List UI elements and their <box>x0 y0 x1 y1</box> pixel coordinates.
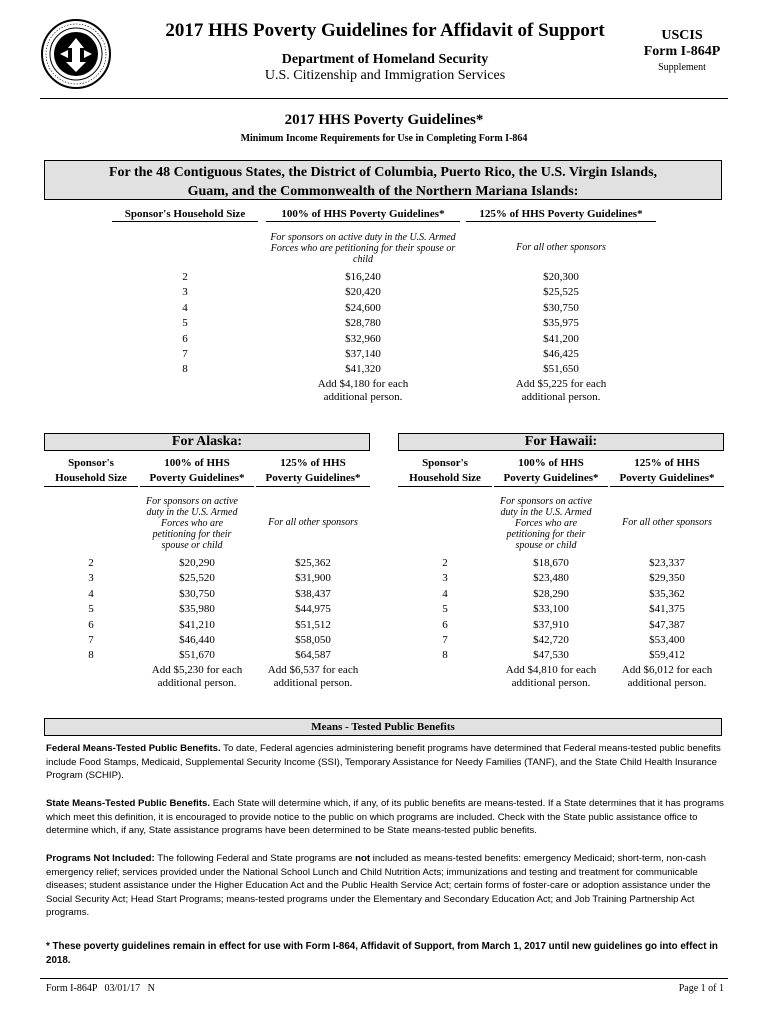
contiguous-col-100: 100% of HHS Poverty Guidelines* <box>266 208 460 222</box>
table-cell: $37,910 <box>533 618 569 631</box>
form-number: Form I-864P <box>643 44 721 59</box>
table-cell: $37,140 <box>345 348 381 361</box>
table-cell: $33,100 <box>533 603 569 616</box>
add-line: Add $4,180 for each <box>317 377 409 390</box>
footer-divider <box>40 978 728 979</box>
guidelines-title: 2017 HHS Poverty Guidelines* <box>284 112 484 128</box>
contiguous-note-100: For sponsors on active duty in the U.S. Armed Forces who are petitioning for their spouse or child <box>270 232 456 265</box>
table-cell: 8 <box>442 649 448 662</box>
table-cell: 8 <box>182 363 188 376</box>
table-cell: $32,960 <box>345 332 381 345</box>
contiguous-heading <box>44 160 722 200</box>
add-line: additional person. <box>323 390 403 403</box>
table-cell: $29,350 <box>649 572 685 585</box>
table-cell: $25,525 <box>543 286 579 299</box>
table-cell: $31,900 <box>295 572 331 585</box>
add-line: Add $5,225 for each <box>515 377 607 390</box>
table-cell: 5 <box>442 603 448 616</box>
table-cell: $46,425 <box>543 348 579 361</box>
form-id-block <box>622 28 742 76</box>
table-cell: $18,670 <box>533 557 569 569</box>
table-cell: $20,290 <box>179 557 215 569</box>
table-cell: 4 <box>182 301 188 314</box>
form-type: Supplement <box>658 62 706 73</box>
table-cell: 3 <box>442 572 448 585</box>
table-cell: 3 <box>182 286 188 299</box>
table-cell: 8 <box>88 649 94 662</box>
header-line: Poverty Guidelines* <box>503 472 599 484</box>
form-agency: USCIS <box>661 28 703 43</box>
table-cell: $51,512 <box>295 618 331 631</box>
table-cell: $30,750 <box>179 587 215 600</box>
add-line: additional person. <box>273 676 353 689</box>
table-cell: $44,975 <box>295 603 331 616</box>
table-cell: 7 <box>88 634 94 647</box>
table-cell: $35,975 <box>543 317 579 330</box>
excluded-label: Programs Not Included: <box>46 853 155 864</box>
table-cell: 7 <box>182 348 188 361</box>
state-text: Each State will determine which, if any, of its public benefits are means-tested. If a State determines that it has programs which meet this definition, it is encouraged to provide notice to the public on which programs are included. Check with the State public assistance office to determine which, if any, State assistance programs have been determined to be State means-tested public benefits. <box>46 798 724 836</box>
table-cell: 5 <box>182 317 188 330</box>
header-line: Household Size <box>409 472 481 484</box>
contiguous-add-100 <box>266 378 460 404</box>
footer-page: Page 1 of 1 <box>678 983 724 994</box>
hawaii-sizes <box>398 556 492 664</box>
table-cell: $28,290 <box>533 587 569 600</box>
page-title: 2017 HHS Poverty Guidelines for Affidavit of Support <box>165 20 605 41</box>
alaska-add-125 <box>256 664 370 690</box>
contiguous-heading-line2: Guam, and the Commonwealth of the Northern Mariana Islands: <box>187 184 579 199</box>
alaska-values-125 <box>256 556 370 690</box>
table-cell: $38,437 <box>295 587 331 600</box>
contiguous-note-125: For all other sponsors <box>516 242 606 253</box>
header-line: 125% of HHS <box>634 457 700 469</box>
alaska-note-100: For sponsors on active duty in the U.S. Armed Forces who are petitioning for their spouse or child <box>146 496 238 551</box>
alaska-add-100 <box>140 664 254 690</box>
header-line: Poverty Guidelines* <box>149 472 245 484</box>
table-cell: 3 <box>88 572 94 585</box>
hawaii-col-size <box>398 456 492 487</box>
table-cell: $24,600 <box>345 301 381 314</box>
header-line: Sponsor's <box>422 457 468 469</box>
alaska-col-125 <box>256 456 370 487</box>
add-line: Add $6,012 for each <box>621 663 713 676</box>
table-cell: $46,440 <box>179 634 215 647</box>
table-cell: $47,387 <box>649 618 685 631</box>
table-cell: 6 <box>88 618 94 631</box>
header-divider <box>40 98 728 99</box>
header-line: Household Size <box>55 472 127 484</box>
table-cell: $16,240 <box>345 271 381 283</box>
header-line: Poverty Guidelines* <box>265 472 361 484</box>
header-line: 125% of HHS <box>280 457 346 469</box>
excluded-paragraph <box>46 852 726 920</box>
header-line: 100% of HHS <box>164 457 230 469</box>
table-cell: $20,300 <box>543 271 579 283</box>
table-cell: $25,520 <box>179 572 215 585</box>
table-cell: $23,337 <box>649 557 685 569</box>
excluded-text-a: The following Federal and State programs are <box>154 853 356 864</box>
footer-form-id: Form I-864P 03/01/17 N <box>46 983 155 994</box>
contiguous-add-125 <box>466 378 656 404</box>
hawaii-add-125 <box>610 664 724 690</box>
contiguous-col-125: 125% of HHS Poverty Guidelines* <box>466 208 656 222</box>
table-cell: $35,980 <box>179 603 215 616</box>
hawaii-col-125 <box>610 456 724 487</box>
table-cell: 4 <box>442 587 448 600</box>
table-cell: $58,050 <box>295 634 331 647</box>
add-line: Add $4,810 for each <box>505 663 597 676</box>
add-line: Add $5,230 for each <box>151 663 243 676</box>
table-cell: $41,210 <box>179 618 215 631</box>
table-cell: 2 <box>182 271 188 283</box>
table-cell: $51,670 <box>179 649 215 662</box>
federal-label: Federal Means-Tested Public Benefits. <box>46 743 221 754</box>
add-line: additional person. <box>521 390 601 403</box>
excluded-text-b: included as means-tested benefits: emergency Medicaid; short-term, non-cash emergency relief; services provided under the National School Lunch and Child Nutrition Acts; immunizations and testing and treatment for communicable diseases; student assistance under the Higher Education Act and the Public Health Service Act; certain forms of foster-care or adoption assistance under the Social Security Act; Head Start Programs; means-tested programs under the Elementary and Secondary Education Act; and Job Training Partnership Act programs. <box>46 853 711 918</box>
hawaii-note-125: For all other sponsors <box>622 517 712 528</box>
alaska-col-100 <box>140 456 254 487</box>
table-cell: $35,362 <box>649 587 685 600</box>
table-cell: $64,587 <box>295 649 331 662</box>
alaska-values-100 <box>140 556 254 690</box>
alaska-heading: For Alaska: <box>44 433 370 451</box>
table-cell: $41,320 <box>345 363 381 376</box>
table-cell: $53,400 <box>649 634 685 647</box>
header-line: Poverty Guidelines* <box>619 472 715 484</box>
table-cell: $20,420 <box>345 286 381 299</box>
hawaii-values-100 <box>494 556 608 690</box>
contiguous-values-100 <box>266 270 460 404</box>
contiguous-sizes <box>112 270 258 378</box>
guidelines-subtitle: Minimum Income Requirements for Use in Completing Form I-864 <box>240 133 528 144</box>
add-line: additional person. <box>627 676 707 689</box>
federal-text: To date, Federal agencies administering benefit programs have determined that Federal means-tested public benefits include Food Stamps, Medicaid, Supplemental Security Income (SSI), Temporary Assistance for Needy Families (TANF), and the State Child Health Insurance Program (SCHIP). <box>46 743 721 781</box>
table-cell: 7 <box>442 634 448 647</box>
table-cell: $25,362 <box>295 557 331 569</box>
contiguous-col-size: Sponsor's Household Size <box>112 208 258 222</box>
hawaii-note-100: For sponsors on active duty in the U.S. Armed Forces who are petitioning for their spouse or child <box>500 496 592 551</box>
table-cell: $28,780 <box>345 317 381 330</box>
state-label: State Means-Tested Public Benefits. <box>46 798 211 809</box>
header-line: Sponsor's <box>68 457 114 469</box>
alaska-sizes <box>44 556 138 664</box>
table-cell: 6 <box>182 332 188 345</box>
table-cell: $59,412 <box>649 649 685 662</box>
add-line: additional person. <box>511 676 591 689</box>
hawaii-col-100 <box>494 456 608 487</box>
table-cell: $51,650 <box>543 363 579 376</box>
means-heading: Means - Tested Public Benefits <box>44 718 722 736</box>
table-cell: $30,750 <box>543 301 579 314</box>
federal-paragraph <box>46 742 726 783</box>
alaska-col-size <box>44 456 138 487</box>
agency-name: U.S. Citizenship and Immigration Services <box>264 68 506 83</box>
contiguous-values-125 <box>466 270 656 404</box>
table-cell: 4 <box>88 587 94 600</box>
table-cell: $42,720 <box>533 634 569 647</box>
add-line: Add $6,537 for each <box>267 663 359 676</box>
table-cell: 6 <box>442 618 448 631</box>
table-cell: 5 <box>88 603 94 616</box>
footnote: * These poverty guidelines remain in effect for use with Form I-864, Affidavit of Support, from March 1, 2017 until new guidelines go into effect in 2018. <box>46 941 718 966</box>
department-name: Department of Homeland Security <box>281 52 489 67</box>
header-line: 100% of HHS <box>518 457 584 469</box>
table-cell: $41,200 <box>543 332 579 345</box>
hawaii-add-100 <box>494 664 608 690</box>
table-cell: 2 <box>442 557 448 569</box>
add-line: additional person. <box>157 676 237 689</box>
hawaii-heading: For Hawaii: <box>398 433 724 451</box>
contiguous-heading-line1: For the 48 Contiguous States, the District of Columbia, Puerto Rico, the U.S. Virgin Islands, <box>108 165 658 180</box>
dhs-seal-icon <box>40 18 112 90</box>
table-cell: $41,375 <box>649 603 685 616</box>
hawaii-values-125 <box>610 556 724 690</box>
alaska-note-125: For all other sponsors <box>268 517 358 528</box>
state-paragraph <box>46 797 726 838</box>
excluded-not: not <box>355 853 371 864</box>
table-cell: $23,480 <box>533 572 569 585</box>
table-cell: $47,530 <box>533 649 569 662</box>
table-cell: 2 <box>88 557 94 569</box>
